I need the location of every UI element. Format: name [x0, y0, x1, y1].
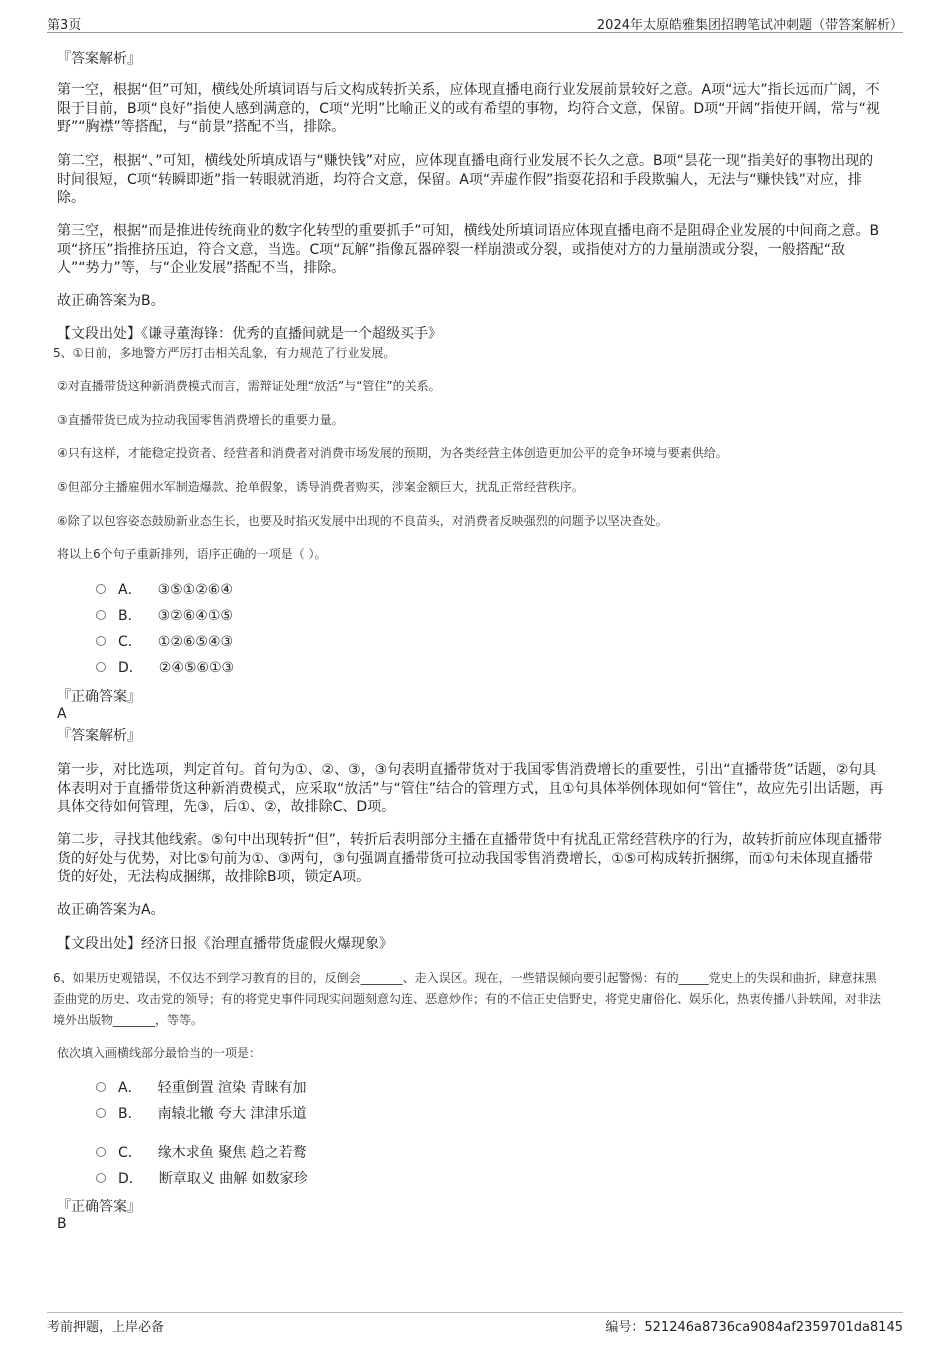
- q6-option-d[interactable]: D． 断章取义 曲解 如数家珍: [96, 1169, 308, 1189]
- q5-option-b[interactable]: B． ③②⑥④①⑤: [96, 606, 233, 626]
- q5-answer-heading: 『正确答案』: [57, 689, 141, 705]
- analysis-paragraph-1: 第一空，根据“但”可知，横线处所填词语与后文构成转折关系，应体现直播电商行业发展前景较好之意。A项“远大”指长远而广阔，不限于目前，B项“良好”指使人感到满意的，C项“光明”比喻正义的或有希望的事物，均符合文意，保留。D项“开阔”指使开阔，常与“视野”“胸襟”等搭配，与“前景”搭配不当，排除。: [57, 82, 880, 135]
- document-id: 编号：521246a8736ca9084af2359701da8145: [605, 1320, 903, 1335]
- q5-sentence-4: ④只有这样，才能稳定投资者、经营者和消费者对消费市场发展的预期，为各类经营主体创造更加公平的竞争环境与要素供给。: [57, 446, 728, 460]
- radio-button-icon[interactable]: [96, 636, 106, 646]
- analysis-heading: 『答案解析』: [57, 51, 141, 67]
- q5-sentence-6: ⑥除了以包容姿态鼓励新业态生长，也要及时掐灭发展中出现的不良苗头，对消费者反映强烈的问题予以坚决查处。: [57, 514, 668, 528]
- q5-answer: A: [57, 706, 67, 722]
- q6-option-a[interactable]: A． 轻重倒置 渲染 青睐有加: [96, 1078, 306, 1098]
- page-number: 第3页: [47, 18, 82, 33]
- q6-option-b[interactable]: B． 南辕北辙 夸大 津津乐道: [96, 1104, 307, 1124]
- q5-option-d[interactable]: D． ②④⑤⑥①③: [96, 658, 234, 678]
- q6-prompt: 依次填入画横线部分最恰当的一项是：: [57, 1046, 262, 1060]
- radio-button-icon[interactable]: [96, 1147, 106, 1157]
- source-citation: 【文段出处】《谦寻董海锋：优秀的直播间就是一个超级买手》: [57, 326, 442, 342]
- q6-stem: 6、如果历史观错误，不仅达不到学习教育的目的，反倒会_______、走入误区。现在，一些错误倾向要引起警惕：有的_____党史上的失误和曲折，肆意抹黑歪曲党的历史、攻击党的领导；有的将党史事件同现实问题刻意勾连、恶意炒作；有的不信正史信野史，将党史庸俗化、娱乐化，热衷传播八卦轶闻，对非法境外出版物_______，等等。: [53, 971, 882, 1027]
- document-title: 2024年太原皓雅集团招聘笔试冲刺题（带答案解析）: [596, 18, 903, 33]
- analysis-conclusion: 故正确答案为B。: [57, 293, 165, 309]
- radio-button-icon[interactable]: [96, 1108, 106, 1118]
- q5-analysis-paragraph-2: 第二步，寻找其他线索。⑤句中出现转折“但”，转折后表明部分主播在直播带货中有扰乱正常经营秩序的行为，故转折前应体现直播带货的好处与优势，对比⑤句前为①、③两句，③句强调直播带货可拉动我国零售消费增长，①⑤可构成转折捆绑，而①句未体现直播带货的好处，无法构成捆绑，故排除B项，锁定A项。: [57, 832, 883, 885]
- q5-option-a[interactable]: A． ③⑤①②⑥④: [96, 580, 233, 600]
- q5-conclusion: 故正确答案为A。: [57, 902, 165, 918]
- radio-button-icon[interactable]: [96, 662, 106, 672]
- q6-option-c[interactable]: C． 缘木求鱼 聚焦 趋之若鹜: [96, 1143, 307, 1163]
- q6-answer-heading: 『正确答案』: [57, 1199, 141, 1215]
- q5-analysis-paragraph-1: 第一步，对比选项，判定首句。首句为①、②、③，③句表明直播带货对于我国零售消费增长的重要性，引出“直播带货”话题，②句具体表明对于直播带货这种新消费模式，应采取“放活”与“管住”结合的管理方式，且①句具体举例体现如何“管住”，故应先引出话题，再具体交待如何管理，先③，后①、②，故排除C、D项。: [57, 762, 884, 815]
- q5-analysis-heading: 『答案解析』: [57, 728, 141, 744]
- page-footer: [47, 1312, 903, 1337]
- analysis-paragraph-3: 第三空，根据“而是推进传统商业的数字化转型的重要抓手”可知，横线处所填词语应体现直播电商不是阻碍企业发展的中间商之意。B项“挤压”指推挤压迫，符合文意，当选。C项“瓦解”指像瓦器碎裂一样崩溃或分裂，或指使对方的力量崩溃或分裂，一般搭配“敌人”“势力”等，与“企业发展”搭配不当，排除。: [57, 223, 880, 276]
- radio-button-icon[interactable]: [96, 584, 106, 594]
- q6-answer: B: [57, 1216, 67, 1232]
- radio-button-icon[interactable]: [96, 610, 106, 620]
- footer-slogan: 考前押题，上岸必备: [47, 1320, 165, 1335]
- q5-sentence-3: ③直播带货已成为拉动我国零售消费增长的重要力量。: [57, 413, 344, 427]
- q5-source-citation: 【文段出处】经济日报《治理直播带货虚假火爆现象》: [57, 936, 393, 952]
- radio-button-icon[interactable]: [96, 1082, 106, 1092]
- analysis-paragraph-2: 第二空，根据“、”可知，横线处所填成语与“赚快钱”对应，应体现直播电商行业发展不长久之意。B项“昙花一现”指美好的事物出现的时间很短，C项“转瞬即逝”指一转眼就消逝，均符合文意，保留。A项“弄虚作假”指耍花招和手段欺骗人，无法与“赚快钱”对应，排除。: [57, 153, 874, 206]
- q5-sentence-1: 5、①日前，多地警方严厉打击相关乱象，有力规范了行业发展。: [53, 346, 396, 360]
- page-header: [47, 12, 903, 33]
- q5-sentence-5: ⑤但部分主播雇佣水军制造爆款、抢单假象，诱导消费者购买，涉案金额巨大，扰乱正常经营秩序。: [57, 480, 584, 494]
- q5-option-c[interactable]: C． ①②⑥⑤④③: [96, 632, 233, 652]
- radio-button-icon[interactable]: [96, 1173, 106, 1183]
- q5-prompt: 将以上6个句子重新排列，语序正确的一项是（ ）。: [57, 547, 327, 561]
- q5-sentence-2: ②对直播带货这种新消费模式而言，需辩证处理“放活”与“管住”的关系。: [57, 379, 441, 393]
